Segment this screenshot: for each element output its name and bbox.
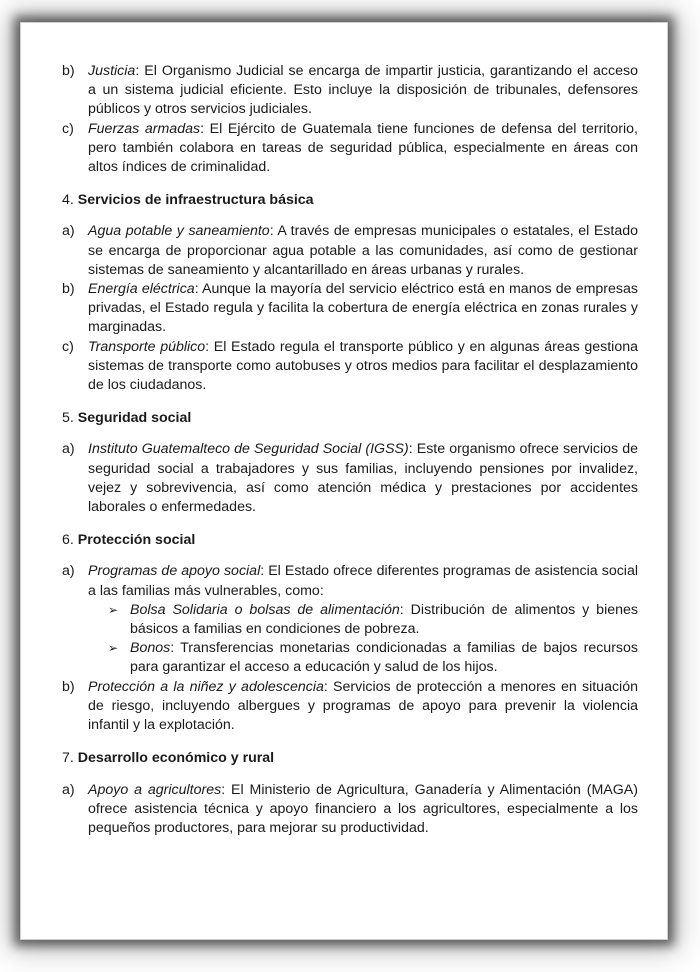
item-term: Protección a la niñez y adolescencia (88, 678, 324, 695)
item-text: : Distribución de alimentos y bienes básicos a familias en condiciones de pobreza. (130, 601, 638, 638)
item-text: : Aunque la mayoría del servicio eléctrico está en manos de empresas privadas, el Estado regula y facilita la cobertura de energía eléctrica en zonas rurales y marginadas. (88, 281, 638, 336)
item-marker: c) (62, 120, 74, 137)
item-term: Justicia (88, 63, 136, 79)
list-item (62, 678, 638, 736)
section-number: 5. (62, 410, 74, 427)
list-item (62, 222, 638, 280)
item-text: : El Estado ofrece diferentes programas de asistencia social a las familias más vulnerables, como: (88, 563, 639, 599)
section-number: 6. (62, 532, 74, 549)
item-term: Bonos (130, 640, 171, 657)
section-heading (62, 409, 638, 428)
item-term: Agua potable y saneamiento (88, 223, 270, 240)
item-text: : El Organismo Judicial se encarga de impartir justicia, garantizando el acceso a un sistema judicial eficiente. Esto incluye la disposición de tribunales, defensores públicos y otros servicios judiciales. (88, 63, 638, 118)
item-text: : El Ministerio de Agricultura, Ganadería y Alimentación (MAGA) ofrece asistencia técnica y apoyo financiero a los agricultores, especialmente a los pequeños productores, para mejorar su productividad. (88, 781, 638, 836)
section-number: 4. (62, 192, 74, 209)
list-item (62, 280, 638, 338)
section-title: Servicios de infraestructura básica (77, 192, 314, 209)
section-heading (62, 191, 638, 210)
item-term: Transporte público (88, 338, 206, 355)
list-item (62, 440, 638, 517)
item-marker: b) (62, 63, 75, 79)
item-marker: a) (62, 441, 75, 458)
list-item (62, 120, 638, 178)
item-term: Fuerzas armadas (88, 120, 201, 137)
item-term: Programas de apoyo social (88, 563, 261, 580)
arrow-bullet-icon: ➢ (108, 602, 119, 617)
list-item (62, 338, 638, 396)
list-item (62, 781, 638, 839)
sub-list-item (62, 601, 638, 639)
item-text: : El Ejército de Guatemala tiene funciones de defensa del territorio, pero también colabora en tareas de seguridad pública, especialmente en áreas con altos índices de criminalidad. (88, 120, 639, 176)
item-marker: b) (62, 281, 75, 298)
item-term: Bolsa Solidaria o bolsas de alimentación (130, 601, 400, 618)
section-title: Desarrollo económico y rural (77, 750, 275, 767)
item-term: Energía eléctrica (88, 281, 195, 298)
list-item (62, 562, 638, 600)
item-text: : Servicios de protección a menores en situación de riesgo, incluyendo albergues y programas de apoyo para prevenir la violencia infantil y la explotación. (88, 678, 638, 734)
item-text: : El Estado regula el transporte público y en algunas áreas gestiona sistemas de transporte como autobuses y otros medios para facilitar el desplazamiento de los ciudadanos. (88, 338, 638, 394)
item-text: : Transferencias monetarias condicionadas a familias de bajos recursos para garantizar el acceso a educación y salud de los hijos. (130, 640, 638, 676)
item-text: : A través de empresas municipales o estatales, el Estado se encarga de proporcionar agua potable a las comunidades, así como de gestionar sistemas de saneamiento y alcantarillado en áreas urbanas y rurales. (88, 223, 638, 278)
section-title: Protección social (77, 532, 196, 549)
sub-list-item (62, 639, 638, 677)
section-heading (62, 749, 638, 768)
arrow-bullet-icon: ➢ (108, 641, 119, 656)
section-title: Seguridad social (77, 410, 192, 427)
item-marker: a) (62, 563, 75, 580)
section-number: 7. (62, 750, 74, 767)
item-marker: c) (62, 338, 74, 355)
item-marker: a) (62, 223, 75, 240)
item-text: : Este organismo ofrece servicios de seguridad social a trabajadores y sus familias, incluyendo pensiones por invalidez, vejez y sobrevivencia, así como atención médica y prestaciones por accidentes laborales o enfermedades. (88, 441, 638, 516)
document-body (62, 62, 638, 838)
item-marker: a) (62, 781, 75, 798)
list-item (62, 62, 638, 120)
item-marker: b) (62, 678, 75, 695)
section-heading (62, 531, 638, 550)
item-term: Apoyo a agricultores (88, 781, 222, 798)
item-term: Instituto Guatemalteco de Seguridad Social (IGSS) (88, 441, 409, 458)
